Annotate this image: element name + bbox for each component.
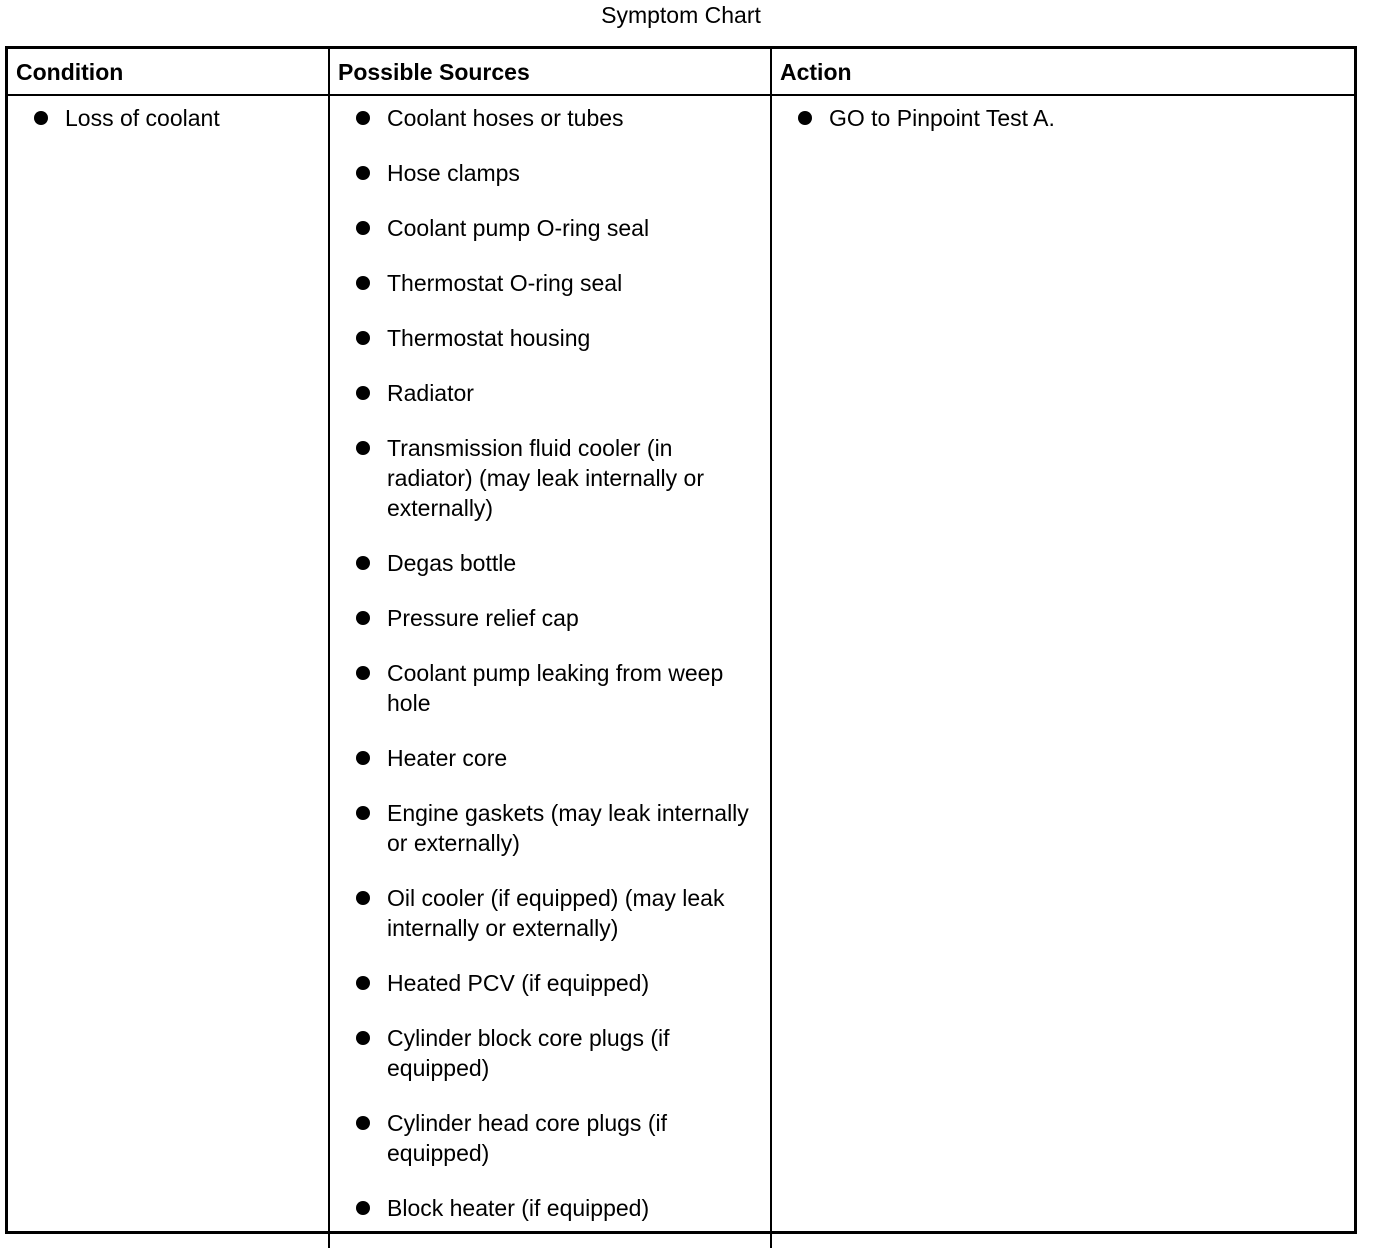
source-item: Heater core (330, 743, 770, 773)
source-item: Thermostat O-ring seal (330, 268, 770, 298)
source-item: Block heater (if equipped) (330, 1193, 770, 1223)
source-item: Pressure relief cap (330, 603, 770, 633)
source-item: Transmission fluid cooler (in radiator) (may leak internally or externally) (330, 433, 770, 523)
action-list (772, 103, 1354, 133)
source-item: Coolant pump O-ring seal (330, 213, 770, 243)
source-item: Cylinder block core plugs (if equipped) (330, 1023, 770, 1083)
page-title: Symptom Chart (601, 2, 761, 28)
source-item: Oil cooler (if equipped) (may leak internally or externally) (330, 883, 770, 943)
source-item: Degas bottle (330, 548, 770, 578)
condition-list (8, 103, 328, 133)
sources-cell (330, 96, 772, 1248)
sources-list (330, 103, 770, 1223)
symptom-table (5, 46, 1357, 1234)
source-item: Coolant pump leaking from weep hole (330, 658, 770, 718)
source-item: Thermostat housing (330, 323, 770, 353)
action-cell (772, 96, 1354, 1248)
condition-item: Loss of coolant (8, 103, 328, 133)
source-item: Heated PCV (if equipped) (330, 968, 770, 998)
header-action: Action (772, 49, 1354, 96)
source-item: Cylinder head core plugs (if equipped) (330, 1108, 770, 1168)
header-possible-sources: Possible Sources (330, 49, 772, 96)
source-item: Radiator (330, 378, 770, 408)
source-item: Hose clamps (330, 158, 770, 188)
source-item: Coolant hoses or tubes (330, 103, 770, 133)
condition-cell (8, 96, 330, 1248)
action-item: GO to Pinpoint Test A. (772, 103, 1354, 133)
source-item: Engine gaskets (may leak internally or externally) (330, 798, 770, 858)
header-condition: Condition (8, 49, 330, 96)
